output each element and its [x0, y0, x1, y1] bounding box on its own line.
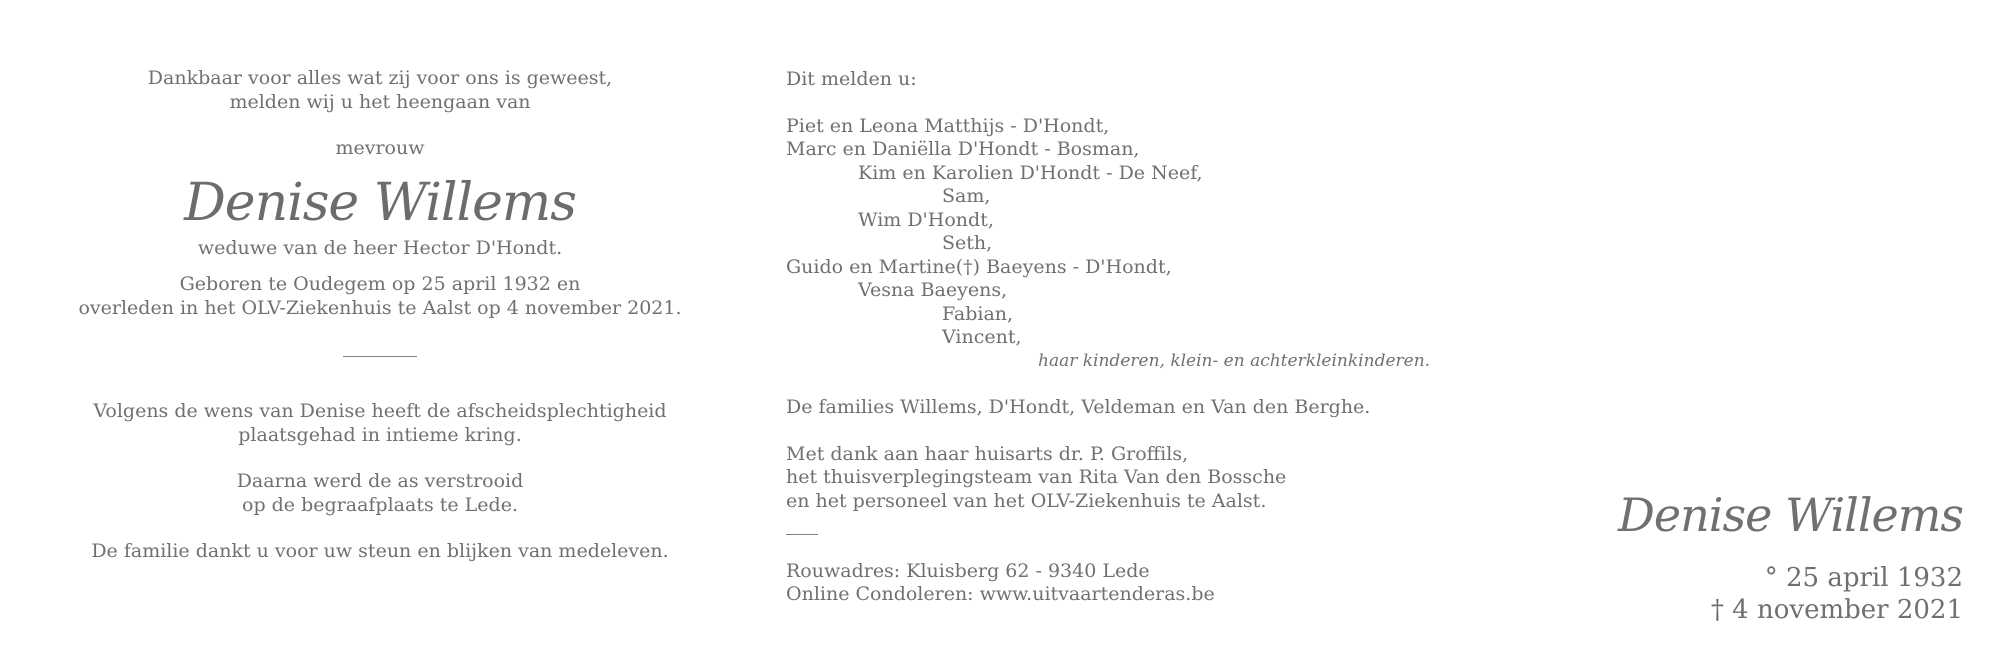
family-member: Marc en Daniëlla D'Hondt - Bosman, — [786, 138, 1140, 160]
thanks-line-2: het thuisverplegingsteam van Rita Van den Bossche — [786, 466, 1287, 488]
ash-line-2: op de begraafplaats te Lede. — [242, 493, 518, 516]
address-line: Rouwadres: Kluisberg 62 - 9340 Lede — [786, 560, 1150, 582]
family-member: Sam, — [942, 185, 991, 207]
family-member: Fabian, — [942, 303, 1014, 325]
widow-line: weduwe van de heer Hector D'Hondt. — [197, 236, 563, 259]
left-column — [40, 0, 720, 564]
ash-line-1: Daarna werd de as verstrooid — [236, 470, 524, 492]
family-member: Guido en Martine(†) Baeyens - D'Hondt, — [786, 256, 1172, 278]
family-member: Vincent, — [942, 326, 1022, 348]
thanks-line-3: en het personeel van het OLV-Ziekenhuis te Aalst. — [786, 490, 1267, 512]
family-member: Wim D'Hondt, — [858, 209, 994, 231]
online-condolences-line: Online Condoleren: www.uitvaartenderas.be — [786, 583, 1215, 605]
cover-death-date: † 4 november 2021 — [1710, 595, 1963, 625]
family-member: Seth, — [942, 232, 993, 254]
thanks-line-1: Met dank aan haar huisarts dr. P. Groffils, — [786, 443, 1189, 465]
cover-birth-date: ° 25 april 1932 — [1764, 563, 1963, 593]
title: mevrouw — [335, 137, 425, 159]
intro-line-1: Dankbaar voor alles wat zij voor ons is geweest, — [147, 67, 613, 89]
family-caption: haar kinderen, klein- en achterkleinkinderen. — [1038, 351, 1431, 371]
families-line: De families Willems, D'Hondt, Veldeman en Van den Berghe. — [786, 396, 1371, 418]
birth-line: Geboren te Oudegem op 25 april 1932 en — [179, 273, 581, 295]
family-member: Piet en Leona Matthijs - D'Hondt, — [786, 115, 1110, 137]
thanks-line: De familie dankt u voor uw steun en blijken van medeleven. — [91, 540, 669, 562]
family-member: Kim en Karolien D'Hondt - De Neef, — [858, 162, 1203, 184]
announcement-header: Dit melden u: — [786, 68, 917, 90]
family-member: Vesna Baeyens, — [858, 279, 1008, 301]
wish-line-1: Volgens de wens van Denise heeft de afscheidsplechtigheid — [93, 400, 667, 422]
cover-name: Denise Willems — [1618, 488, 1963, 542]
intro-line-2: melden wij u het heengaan van — [229, 90, 531, 113]
deceased-name: Denise Willems — [184, 172, 576, 233]
wish-line-2: plaatsgehad in intieme kring. — [238, 423, 522, 446]
death-line: overleden in het OLV-Ziekenhuis te Aalst op 4 november 2021. — [78, 296, 682, 319]
small-divider — [786, 534, 818, 535]
